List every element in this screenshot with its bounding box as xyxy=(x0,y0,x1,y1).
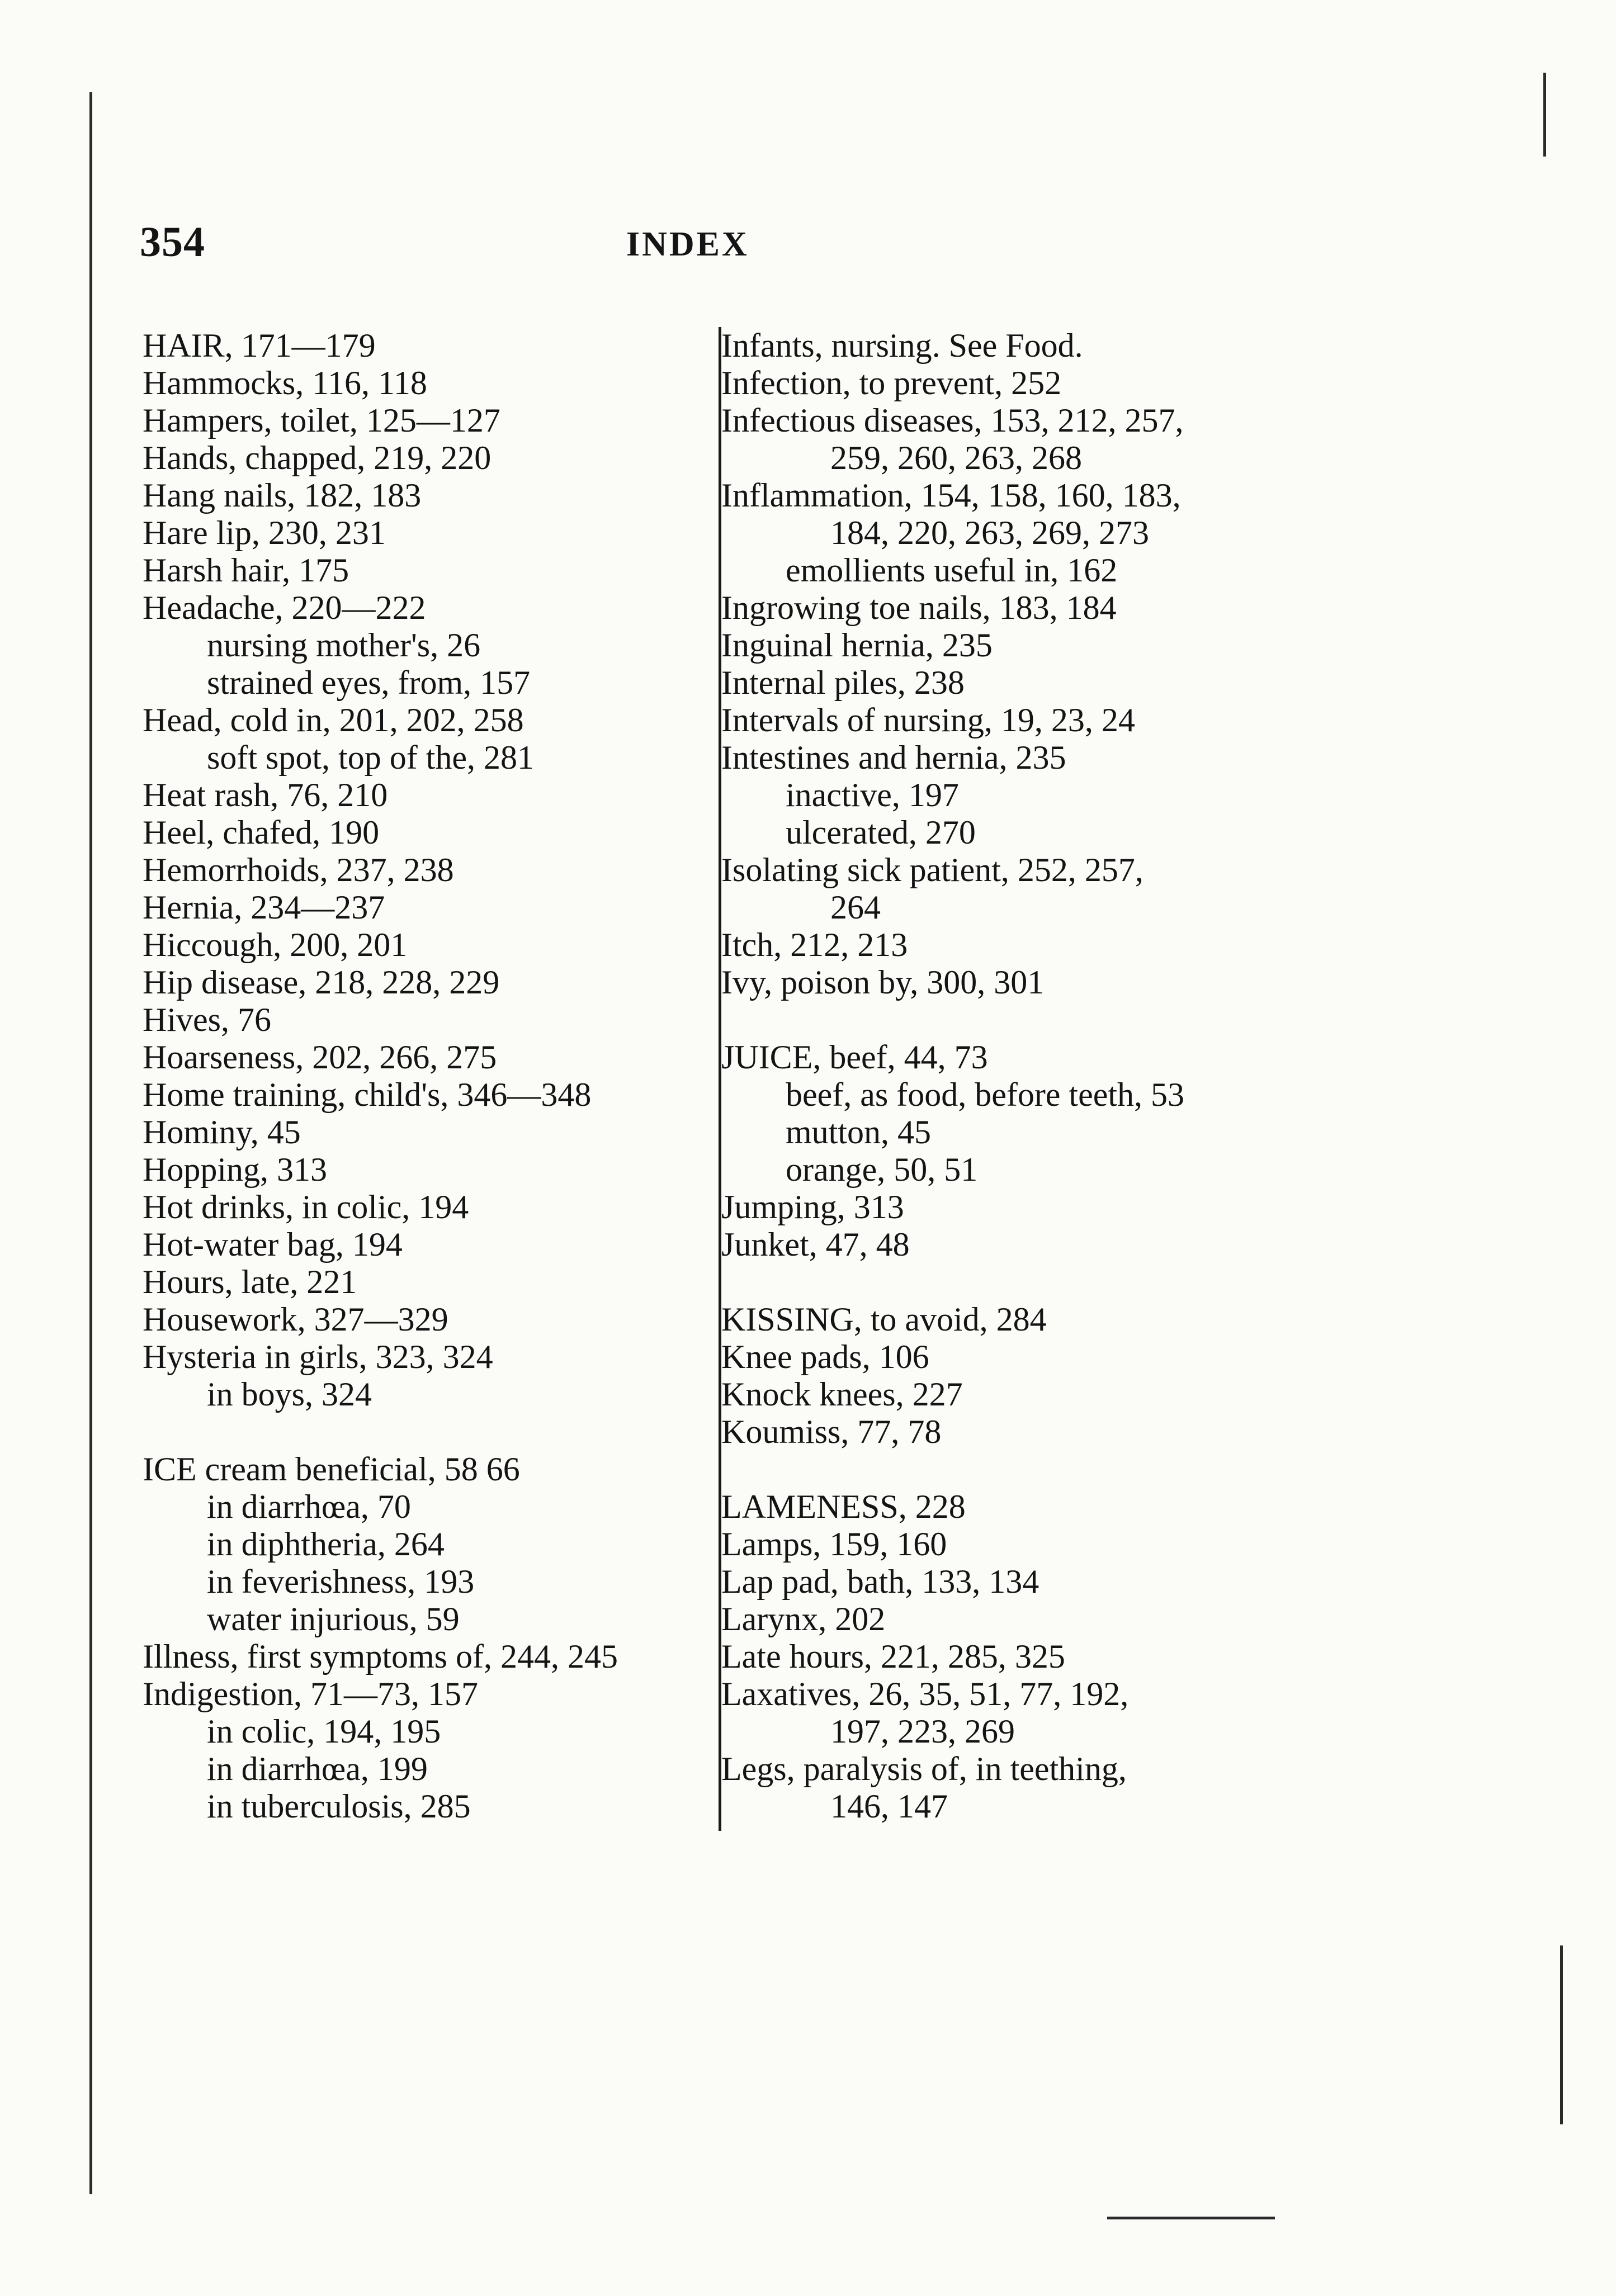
index-entry: Jumping, 313 xyxy=(721,1189,904,1225)
index-entry: Indigestion, 71—73, 157 xyxy=(143,1675,478,1712)
index-entry: Harsh hair, 175 xyxy=(143,552,349,589)
index-entry: Lamps, 159, 160 xyxy=(721,1526,947,1563)
index-entry: Head, cold in, 201, 202, 258 xyxy=(143,702,524,738)
index-entry: Hampers, toilet, 125—127 xyxy=(143,402,500,439)
index-entry: Heat rash, 76, 210 xyxy=(143,777,388,813)
index-subentry: in feverishness, 193 xyxy=(207,1563,475,1600)
index-entry: Knock knees, 227 xyxy=(721,1376,963,1413)
index-entry: Legs, paralysis of, in teething, xyxy=(721,1750,1127,1787)
index-entry: HAIR, 171—179 xyxy=(143,327,376,364)
index-entry: Hives, 76 xyxy=(143,1001,271,1038)
index-section-gap xyxy=(721,1451,1314,1488)
index-subentry: mutton, 45 xyxy=(786,1114,932,1151)
index-column-left xyxy=(143,327,707,1825)
scan-mark-right-margin-lower xyxy=(1560,1945,1563,2124)
index-entry: Infectious diseases, 153, 212, 257, xyxy=(721,402,1184,439)
index-entry: Hours, late, 221 xyxy=(143,1263,357,1300)
index-entry: Hang nails, 182, 183 xyxy=(143,477,422,514)
scan-mark-left-margin xyxy=(89,92,92,2194)
index-subentry: in diarrhœa, 199 xyxy=(207,1750,428,1787)
index-subentry: water injurious, 59 xyxy=(207,1601,460,1637)
index-column-right xyxy=(721,327,1314,1825)
index-entry: Hoarseness, 202, 266, 275 xyxy=(143,1039,497,1076)
index-entry: Ingrowing toe nails, 183, 184 xyxy=(721,589,1117,626)
index-entry: Hernia, 234—237 xyxy=(143,889,385,926)
index-entry: Hemorrhoids, 237, 238 xyxy=(143,851,454,888)
running-head: INDEX xyxy=(626,225,749,263)
index-entry: Hip disease, 218, 228, 229 xyxy=(143,964,500,1001)
index-entry: Late hours, 221, 285, 325 xyxy=(721,1638,1065,1675)
index-entry: Heel, chafed, 190 xyxy=(143,814,380,851)
index-entry: Infants, nursing. See Food. xyxy=(721,327,1083,364)
index-entry: KISSING, to avoid, 284 xyxy=(721,1301,1047,1338)
index-entry: Ivy, poison by, 300, 301 xyxy=(721,964,1045,1001)
index-subentry: ulcerated, 270 xyxy=(786,814,976,851)
index-entry: Hominy, 45 xyxy=(143,1114,301,1151)
index-subentry: 259, 260, 263, 268 xyxy=(830,439,1082,476)
index-subentry: orange, 50, 51 xyxy=(786,1151,978,1188)
index-section-gap xyxy=(721,1001,1314,1039)
index-subentry: in tuberculosis, 285 xyxy=(207,1788,471,1825)
index-entry: Koumiss, 77, 78 xyxy=(721,1413,942,1450)
index-entry: Inguinal hernia, 235 xyxy=(721,627,993,664)
index-entry: Headache, 220—222 xyxy=(143,589,426,626)
index-entry: LAMENESS, 228 xyxy=(721,1488,966,1525)
index-subentry: in diarrhœa, 70 xyxy=(207,1488,411,1525)
index-section-gap xyxy=(721,1263,1314,1301)
index-entry: Intestines and hernia, 235 xyxy=(721,739,1066,776)
index-entry: JUICE, beef, 44, 73 xyxy=(721,1039,988,1076)
index-entry: Illness, first symptoms of, 244, 245 xyxy=(143,1638,618,1675)
index-subentry: 197, 223, 269 xyxy=(830,1713,1015,1750)
index-entry: Lap pad, bath, 133, 134 xyxy=(721,1563,1039,1600)
scan-mark-bottom-rule xyxy=(1107,2217,1275,2219)
index-subentry: in diphtheria, 264 xyxy=(207,1526,445,1563)
index-subentry: strained eyes, from, 157 xyxy=(207,664,531,701)
index-entry: Hot-water bag, 194 xyxy=(143,1226,403,1263)
index-subentry: soft spot, top of the, 281 xyxy=(207,739,534,776)
index-subentry: 146, 147 xyxy=(830,1788,948,1825)
index-entry: Hands, chapped, 219, 220 xyxy=(143,439,492,476)
index-entry: ICE cream beneficial, 58 66 xyxy=(143,1451,520,1488)
index-entry: Hot drinks, in colic, 194 xyxy=(143,1189,469,1225)
index-entry: Inflammation, 154, 158, 160, 183, xyxy=(721,477,1181,514)
index-entry: Isolating sick patient, 252, 257, xyxy=(721,851,1144,888)
index-entry: Internal piles, 238 xyxy=(721,664,965,701)
index-subentry: 264 xyxy=(830,889,881,926)
index-entry: Knee pads, 106 xyxy=(721,1338,929,1375)
index-entry: Laxatives, 26, 35, 51, 77, 192, xyxy=(721,1675,1129,1712)
index-section-gap xyxy=(143,1413,707,1451)
index-subentry: beef, as food, before teeth, 53 xyxy=(786,1076,1185,1113)
index-subentry: in colic, 194, 195 xyxy=(207,1713,441,1750)
index-entry: Hare lip, 230, 231 xyxy=(143,514,386,551)
index-entry: Hiccough, 200, 201 xyxy=(143,926,408,963)
index-subentry: in boys, 324 xyxy=(207,1376,372,1413)
index-entry: Intervals of nursing, 19, 23, 24 xyxy=(721,702,1135,738)
index-entry: Larynx, 202 xyxy=(721,1601,886,1637)
index-entry: Infection, to prevent, 252 xyxy=(721,364,1062,401)
index-entry: Itch, 212, 213 xyxy=(721,926,908,963)
scan-mark-right-margin xyxy=(1543,73,1546,157)
index-subentry: nursing mother's, 26 xyxy=(207,627,481,664)
index-subentry: 184, 220, 263, 269, 273 xyxy=(830,514,1149,551)
index-subentry: inactive, 197 xyxy=(786,777,959,813)
page-number: 354 xyxy=(140,219,205,266)
index-entry: Hammocks, 116, 118 xyxy=(143,364,427,401)
index-subentry: emollients useful in, 162 xyxy=(786,552,1118,589)
index-entry: Hopping, 313 xyxy=(143,1151,327,1188)
index-entry: Home training, child's, 346—348 xyxy=(143,1076,592,1113)
index-entry: Housework, 327—329 xyxy=(143,1301,448,1338)
index-entry: Hysteria in girls, 323, 324 xyxy=(143,1338,493,1375)
index-entry: Junket, 47, 48 xyxy=(721,1226,910,1263)
